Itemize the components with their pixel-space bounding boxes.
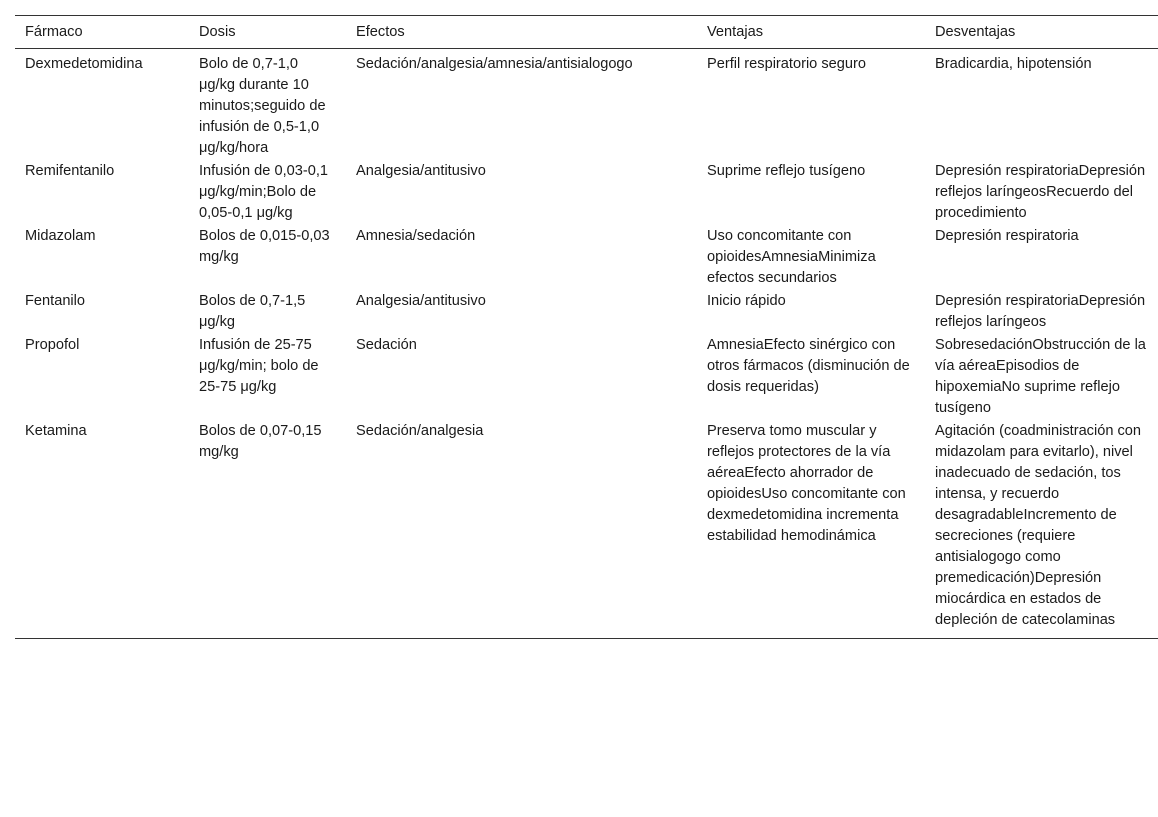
table-row	[15, 419, 1158, 639]
cell-dosis: Infusión de 25-75 μg/kg/min; bolo de 25-75 μg/kg	[199, 337, 319, 395]
cell-ventajas: Uso concomitante con opioidesAmnesiaMinimiza efectos secundarios	[707, 228, 876, 286]
cell-desventajas: Bradicardia, hipotensión	[935, 56, 1092, 72]
cell-dosis: Bolo de 0,7-1,0 μg/kg durante 10 minutos;seguido de infusión de 0,5-1,0 μg/kg/hora	[199, 56, 326, 156]
cell-farmaco: Dexmedetomidina	[25, 56, 143, 72]
table-row	[15, 333, 1158, 419]
cell-farmaco: Ketamina	[25, 423, 87, 439]
drug-comparison-table	[15, 15, 1158, 639]
cell-desventajas: Depresión respiratoriaDepresión reflejos laríngeosRecuerdo del procedimiento	[935, 163, 1146, 221]
header-desventajas: Desventajas	[935, 24, 1016, 40]
cell-efectos: Sedación/analgesia	[356, 423, 484, 439]
cell-efectos: Analgesia/antitusivo	[356, 163, 486, 179]
header-efectos: Efectos	[356, 24, 405, 40]
cell-farmaco: Fentanilo	[25, 293, 86, 309]
table-row	[15, 289, 1158, 333]
cell-desventajas: Depresión respiratoriaDepresión reflejos laríngeos	[935, 293, 1146, 330]
table-header	[15, 16, 1158, 49]
table-row	[15, 159, 1158, 224]
cell-ventajas: Perfil respiratorio seguro	[707, 56, 866, 72]
cell-ventajas: Preserva tomo muscular y reflejos protectores de la vía aéreaEfecto ahorrador de opioidesUso concomitante con dexmedetomidina incrementa estabilidad hemodinámica	[707, 423, 906, 544]
table-row	[15, 224, 1158, 289]
header-row	[15, 16, 1158, 49]
header-ventajas: Ventajas	[707, 24, 763, 40]
cell-desventajas: SobresedaciónObstrucción de la vía aéreaEpisodios de hipoxemiaNo suprime reflejo tusígeno	[935, 337, 1146, 416]
cell-ventajas: Inicio rápido	[707, 293, 786, 309]
cell-efectos: Sedación/analgesia/amnesia/antisialogogo	[356, 56, 633, 72]
cell-dosis: Bolos de 0,7-1,5 μg/kg	[199, 293, 306, 330]
cell-desventajas: Depresión respiratoria	[935, 228, 1079, 244]
cell-efectos: Analgesia/antitusivo	[356, 293, 486, 309]
cell-farmaco: Remifentanilo	[25, 163, 115, 179]
cell-ventajas: Suprime reflejo tusígeno	[707, 163, 866, 179]
cell-ventajas: AmnesiaEfecto sinérgico con otros fármacos (disminución de dosis requeridas)	[707, 337, 910, 395]
cell-farmaco: Midazolam	[25, 228, 96, 244]
header-farmaco: Fármaco	[25, 24, 83, 40]
header-dosis: Dosis	[199, 24, 236, 40]
cell-dosis: Bolos de 0,015-0,03 mg/kg	[199, 228, 330, 265]
table-row	[15, 49, 1158, 160]
cell-dosis: Bolos de 0,07-0,15 mg/kg	[199, 423, 322, 460]
table-body	[15, 49, 1158, 639]
cell-farmaco: Propofol	[25, 337, 80, 353]
drug-table-container	[15, 15, 1158, 639]
cell-efectos: Sedación	[356, 337, 417, 353]
cell-desventajas: Agitación (coadministración con midazolam para evitarlo), nivel inadecuado de sedación, tos intensa, y recuerdo desagradableIncremento de secreciones (requiere antisialogogo como premedicación)Depresión miocárdica en estados de depleción de catecolaminas	[935, 423, 1142, 628]
cell-dosis: Infusión de 0,03-0,1 μg/kg/min;Bolo de 0,05-0,1 μg/kg	[199, 163, 329, 221]
cell-efectos: Amnesia/sedación	[356, 228, 476, 244]
